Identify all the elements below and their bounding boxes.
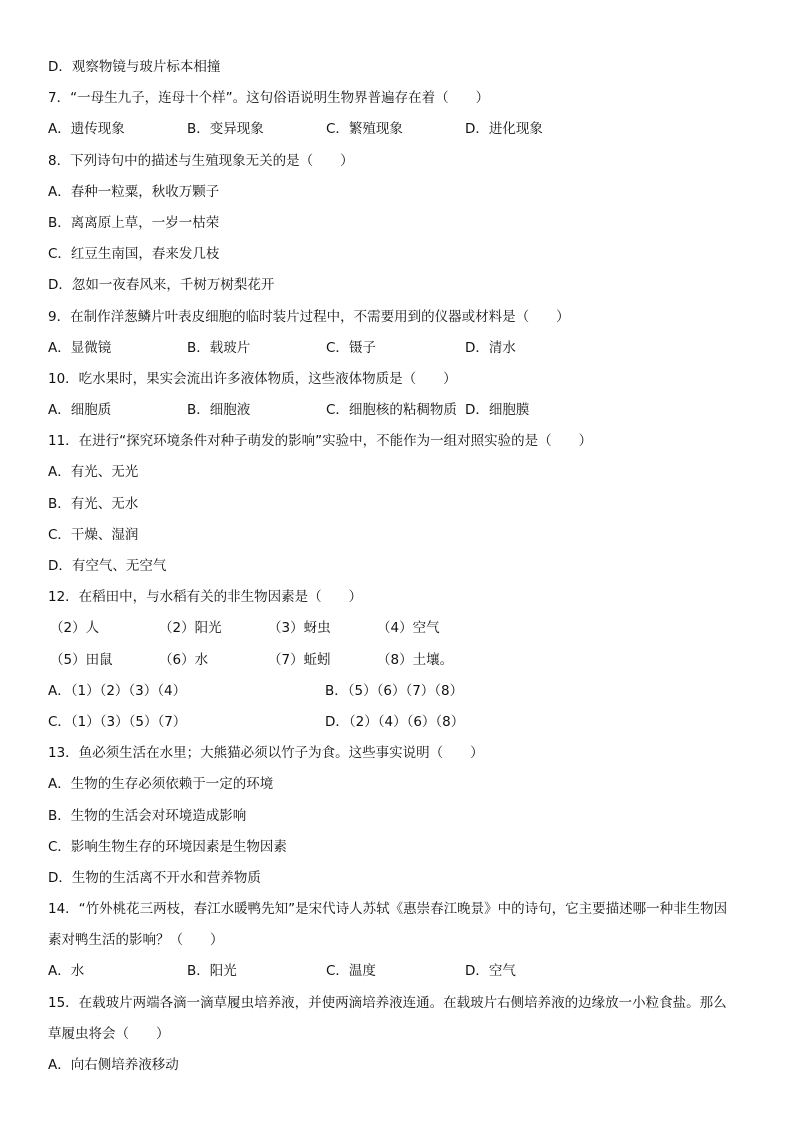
factor-item: （5）田鼠	[50, 651, 113, 668]
text-line: B．生物的生活会对环境造成影响	[48, 807, 247, 824]
answer-option: D．（2）（4）（6）（8）	[325, 713, 465, 730]
options-row	[48, 707, 758, 738]
text-line: D．忽如一夜春风来，千树万树梨花开	[48, 277, 275, 294]
text-line: D．生物的生活离不开水和营养物质	[48, 869, 261, 886]
answer-option: B．变异现象	[187, 121, 264, 138]
text-line: 10．吃水果时，果实会流出许多液体物质，这些液体物质是（ ）	[48, 370, 457, 387]
answer-option: C．温度	[326, 963, 376, 980]
factor-item: （8）土壤。	[377, 651, 454, 668]
text-line: 9．在制作洋葱鳞片叶表皮细胞的临时装片过程中，不需要用到的仪器或材料是（ ）	[48, 308, 570, 325]
text-line: D．观察物镜与玻片标本相撞	[48, 59, 221, 75]
text-line: A．生物的生存必须依赖于一定的环境	[48, 776, 274, 793]
answer-option: C．细胞核的粘稠物质	[326, 402, 457, 419]
text-line: 15．在载玻片两端各滴一滴草履虫培养液，并使两滴培养液连通。在载玻片右侧培养液的边缘放一小粒食盐。那么	[48, 994, 727, 1011]
text-line: A．有光、无光	[48, 464, 139, 481]
answer-option: D．进化现象	[465, 121, 543, 138]
answer-option: C．（1）（3）（5）（7）	[48, 713, 187, 730]
options-row	[48, 333, 758, 364]
text-line: C．影响生物生存的环境因素是生物因素	[48, 838, 287, 855]
text-line: 7．“一母生九子，连母十个样”。这句俗语说明生物界普遍存在着（ ）	[48, 90, 490, 107]
answer-option: A．遗传现象	[48, 121, 125, 138]
answer-option: A．显微镜	[48, 339, 112, 356]
text-line: D．有空气、无空气	[48, 558, 167, 574]
factor-item: （7）蚯蚓	[268, 651, 331, 668]
answer-option: D．空气	[465, 963, 516, 980]
factor-item: （4）空气	[377, 620, 440, 637]
text-line: C．红豆生南国，春来发几枝	[48, 246, 220, 263]
text-line: 13．鱼必须生活在水里；大熊猫必须以竹子为食。这些事实说明（ ）	[48, 745, 484, 762]
text-line: 11．在进行“探究环境条件对种子萌发的影响”实验中，不能作为一组对照实验的是（ ）	[48, 433, 593, 450]
answer-option: D．细胞膜	[465, 402, 530, 419]
text-line: 8．下列诗句中的描述与生殖现象无关的是（ ）	[48, 152, 354, 169]
exam-page	[48, 52, 758, 1081]
answer-option: C．繁殖现象	[326, 121, 403, 138]
options-row	[48, 395, 758, 426]
text-line: 12．在稻田中，与水稻有关的非生物因素是（ ）	[48, 589, 363, 606]
options-row	[48, 114, 758, 145]
answer-option: A．（1）（2）（3）（4）	[48, 682, 187, 699]
answer-option: B．细胞液	[187, 402, 251, 419]
text-line: B．离离原上草，一岁一枯荣	[48, 214, 220, 231]
options-row	[48, 956, 758, 987]
answer-option: B．载玻片	[187, 339, 251, 356]
answer-option: B．（5）（6）（7）（8）	[325, 682, 464, 699]
text-line: 14．“竹外桃花三两枝，春江水暖鸭先知”是宋代诗人苏轼《惠崇春江晚景》中的诗句，它主要描述哪一种非生物因	[48, 901, 728, 918]
text-line: 素对鸭生活的影响？（ ）	[48, 932, 224, 949]
options-row	[48, 676, 758, 707]
text-line: 草履虫将会（ ）	[48, 1025, 170, 1042]
answer-option: B．阳光	[187, 963, 237, 980]
answer-option: D．清水	[465, 339, 516, 356]
factor-item: （6）水	[159, 651, 209, 668]
text-line: A．春种一粒粟，秋收万颗子	[48, 183, 220, 200]
answer-option: C．镊子	[326, 339, 376, 356]
factor-item: （2）人	[50, 620, 100, 637]
text-line: B．有光、无水	[48, 495, 139, 512]
answer-option: A．水	[48, 963, 85, 980]
item-list-row	[48, 645, 758, 676]
answer-option: A．细胞质	[48, 402, 112, 419]
factor-item: （2）阳光	[159, 620, 222, 637]
text-line: C．干燥、湿润	[48, 526, 139, 543]
factor-item: （3）蚜虫	[268, 620, 331, 637]
text-line: A．向右侧培养液移动	[48, 1057, 179, 1073]
item-list-row	[48, 613, 758, 644]
